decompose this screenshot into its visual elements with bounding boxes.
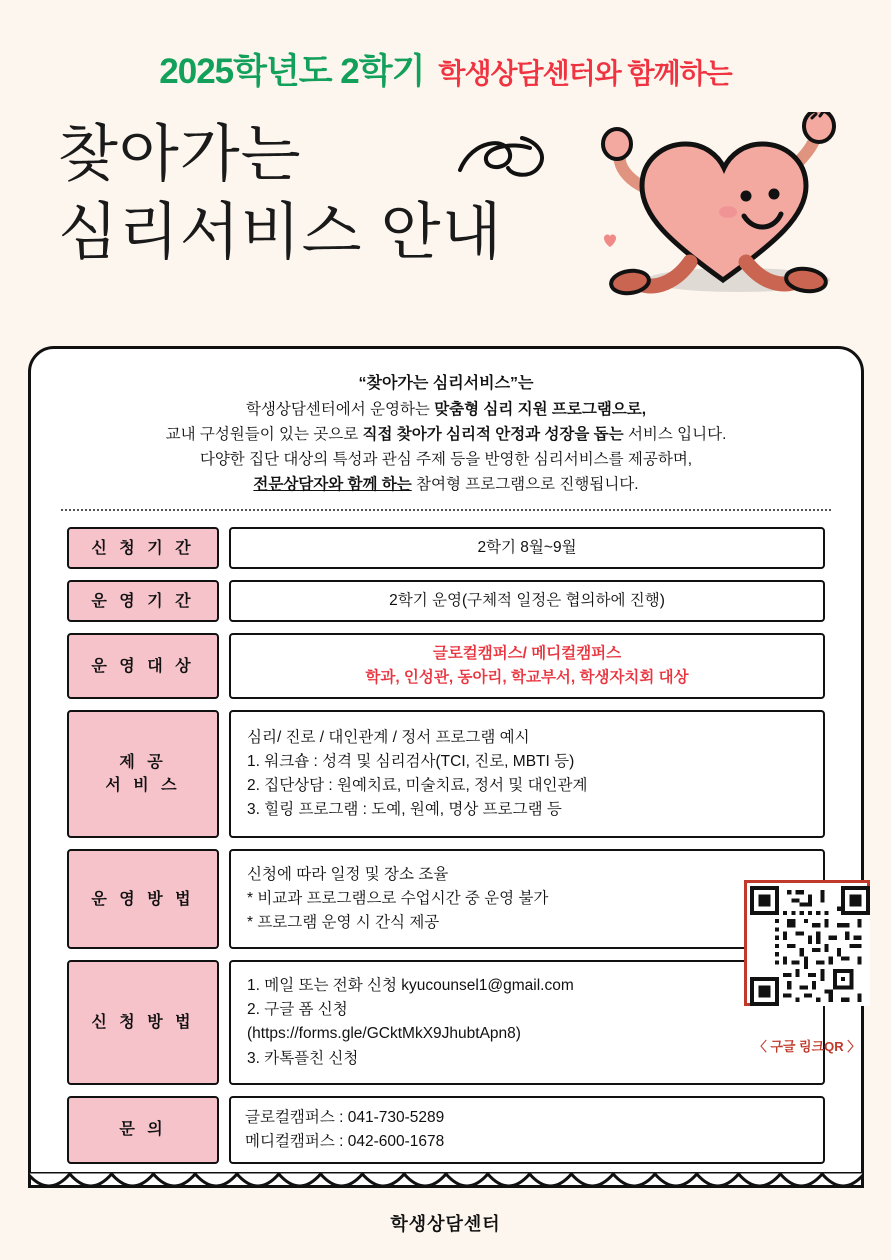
info-table: [57, 527, 835, 1163]
dotted-divider: [61, 509, 831, 511]
row-label-apply-period: 신 청 기 간: [67, 527, 219, 569]
table-row: [67, 633, 825, 699]
squiggle-decoration-icon: [452, 130, 567, 205]
row-label-target: 운 영 대 상: [67, 633, 219, 699]
page-title: [58, 116, 502, 271]
intro-paragraph: [57, 371, 835, 497]
qr-section: [737, 880, 877, 1055]
headline-subtitle: 학생상담센터와 함께하는: [438, 58, 732, 89]
service-label-line-2: 서 비 스: [105, 777, 181, 795]
target-line-2: 학과, 인성관, 동아리, 학교부서, 학생자치회 대상: [365, 669, 689, 687]
headline-year-term: 2025학년도 2학기: [159, 52, 425, 91]
service-line: 3. 힐링 프로그램 : 도예, 원예, 명상 프로그램 등: [247, 801, 562, 819]
method-line: * 프로그램 운영 시 간식 제공: [247, 914, 440, 932]
row-value-target: [229, 633, 825, 699]
howto-line: 2. 구글 폼 신청: [247, 1001, 348, 1019]
info-card: [28, 346, 864, 1188]
contact-line: 메디컬캠퍼스 : 042-600-1678: [245, 1132, 445, 1150]
table-row: [67, 849, 825, 949]
poster-header: [0, 0, 891, 302]
row-value-operation-period: 2학기 운영(구체적 일정은 협의하에 진행): [229, 580, 825, 622]
intro-line-3: 교내 구성원들이 있는 곳으로 직접 찾아가 심리적 안정과 성장을 돕는 서비스 입니다.: [165, 426, 727, 444]
intro-line-5: 전문상담자와 함께 하는 참여형 프로그램으로 진행됩니다.: [253, 476, 639, 494]
headline-row: [0, 44, 891, 94]
service-line: 2. 집단상담 : 원예치료, 미술치료, 정서 및 대인관계: [247, 777, 588, 795]
intro-line-1: “찾아가는 심리서비스”는: [358, 375, 534, 392]
row-label-howto: 신 청 방 법: [67, 960, 219, 1084]
row-value-service: [229, 710, 825, 838]
method-line: 신청에 따라 일정 및 장소 조율: [247, 866, 449, 884]
page-title-line2: 심리서비스 안내: [58, 197, 503, 267]
row-value-apply-period: 2학기 8월~9월: [229, 527, 825, 569]
intro-line-4: 다양한 집단 대상의 특성과 관심 주제 등을 반영한 심리서비스를 제공하며,: [199, 451, 693, 469]
row-label-service: [67, 710, 219, 838]
service-line: 1. 워크숍 : 성격 및 심리검사(TCI, 진로, MBTI 등): [247, 753, 575, 771]
row-value-contact: [229, 1096, 825, 1164]
howto-line: (https://forms.gle/GCktMkX9JhubtApn8): [247, 1025, 521, 1043]
scalloped-edge: [28, 1172, 864, 1198]
footer-organization: 학생상담센터: [390, 1214, 501, 1234]
table-row: [67, 527, 825, 569]
table-row: [67, 580, 825, 622]
row-value-howto: [229, 960, 825, 1084]
contact-line: 글로컬캠퍼스 : 041-730-5289: [245, 1108, 445, 1126]
table-row: [67, 710, 825, 838]
service-label-line-1: 제 공: [119, 754, 167, 772]
page-title-line1: 찾아가는: [58, 120, 302, 189]
row-label-contact: 문 의: [67, 1096, 219, 1164]
method-line: * 비교과 프로그램으로 수업시간 중 운영 불가: [247, 890, 549, 908]
row-label-method: 운 영 방 법: [67, 849, 219, 949]
howto-line: 1. 메일 또는 전화 신청 kyucounsel1@gmail.com: [247, 977, 574, 995]
row-value-method: [229, 849, 825, 949]
service-line: 심리/ 진로 / 대인관계 / 정서 프로그램 예시: [247, 729, 530, 747]
table-row: [67, 960, 825, 1084]
table-row: [67, 1096, 825, 1164]
qr-code-image[interactable]: [744, 880, 870, 1006]
title-block: [0, 112, 891, 302]
heart-mascot-icon: [578, 112, 868, 307]
intro-line-2: 학생상담센터에서 운영하는 맞춤형 심리 지원 프로그램으로,: [245, 400, 647, 418]
row-label-operation-period: 운 영 기 간: [67, 580, 219, 622]
howto-line: 3. 카톡플친 신청: [247, 1049, 359, 1067]
qr-caption: 〈 구글 링크QR 〉: [753, 1039, 861, 1054]
target-line-1: 글로컬캠퍼스/ 메디컬캠퍼스: [432, 645, 622, 663]
